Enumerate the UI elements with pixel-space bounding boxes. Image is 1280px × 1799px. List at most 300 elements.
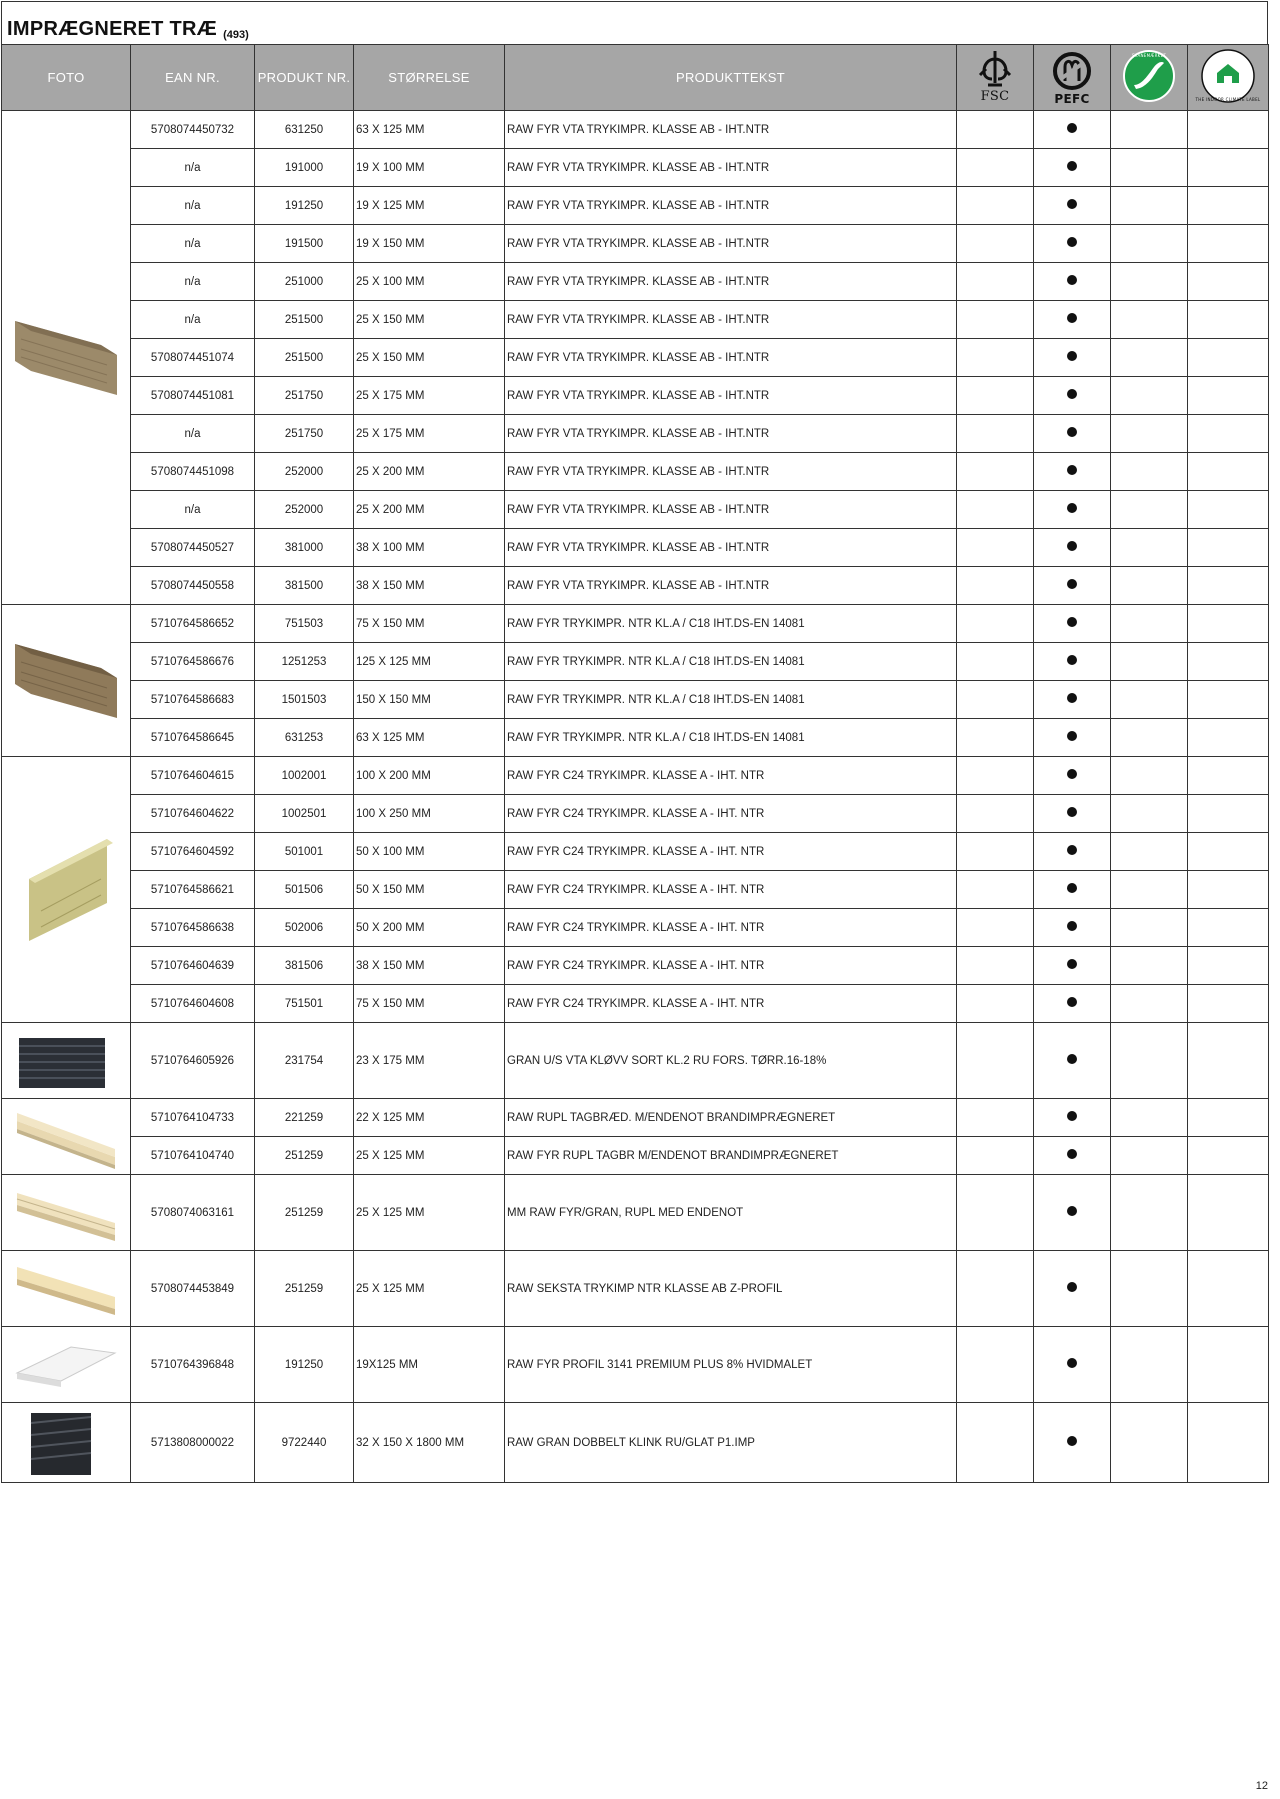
table-row — [2, 643, 1269, 681]
produkt-nr-cell: 191250 — [255, 1327, 354, 1403]
table-row — [2, 871, 1269, 909]
produkttekst-cell: RAW FYR PROFIL 3141 PREMIUM PLUS 8% HVIDMALET — [505, 1327, 957, 1403]
table-row — [2, 149, 1269, 187]
svanemaerket-cell — [1111, 947, 1188, 985]
table-row — [2, 985, 1269, 1023]
storrelse-cell: 150 X 150 MM — [354, 681, 505, 719]
table-row — [2, 1175, 1269, 1251]
produkt-nr-cell: 251500 — [255, 339, 354, 377]
pefc-cell — [1034, 567, 1111, 605]
pefc-certified-dot-icon — [1067, 845, 1077, 855]
photo-vta-plank — [2, 111, 131, 605]
ean-cell: 5710764396848 — [131, 1327, 255, 1403]
table-row — [2, 415, 1269, 453]
produkt-nr-cell: 251259 — [255, 1175, 354, 1251]
pefc-logo — [1034, 45, 1111, 111]
indoor-climate-cell — [1188, 833, 1269, 871]
ean-cell: 5708074451081 — [131, 377, 255, 415]
ean-cell: 5708074450558 — [131, 567, 255, 605]
indoor-climate-cell — [1188, 567, 1269, 605]
storrelse-cell: 32 X 150 X 1800 MM — [354, 1403, 505, 1483]
photo-double-klink — [2, 1403, 131, 1483]
svanemaerket-cell — [1111, 415, 1188, 453]
storrelse-cell: 25 X 125 MM — [354, 1251, 505, 1327]
pefc-cell — [1034, 795, 1111, 833]
produkt-nr-cell: 251750 — [255, 415, 354, 453]
ean-cell: 5710764586645 — [131, 719, 255, 757]
pefc-cell — [1034, 643, 1111, 681]
fsc-cell — [957, 1023, 1034, 1099]
ean-cell: 5710764605926 — [131, 1023, 255, 1099]
fsc-cell — [957, 491, 1034, 529]
svanemaerket-cell — [1111, 1023, 1188, 1099]
pefc-certified-dot-icon — [1067, 769, 1077, 779]
pefc-certified-dot-icon — [1067, 1358, 1077, 1368]
table-row — [2, 377, 1269, 415]
fsc-cell — [957, 1137, 1034, 1175]
ean-cell: 5710764586652 — [131, 605, 255, 643]
storrelse-cell: 75 X 150 MM — [354, 605, 505, 643]
table-row — [2, 1023, 1269, 1099]
fsc-cell — [957, 833, 1034, 871]
ean-cell: 5710764604622 — [131, 795, 255, 833]
svanemaerket-cell — [1111, 719, 1188, 757]
produkt-nr-cell: 751503 — [255, 605, 354, 643]
pefc-cell — [1034, 871, 1111, 909]
storrelse-cell: 25 X 200 MM — [354, 453, 505, 491]
page-header — [1, 1, 1268, 44]
storrelse-cell: 19 X 100 MM — [354, 149, 505, 187]
produkttekst-cell: RAW FYR VTA TRYKIMPR. KLASSE AB - IHT.NTR — [505, 301, 957, 339]
page-number: 12 — [1255, 1780, 1268, 1792]
photo-black-cladding — [2, 1023, 131, 1099]
produkttekst-cell: RAW FYR VTA TRYKIMPR. KLASSE AB - IHT.NTR — [505, 339, 957, 377]
indoor-climate-cell — [1188, 643, 1269, 681]
pefc-certified-dot-icon — [1067, 617, 1077, 627]
fsc-cell — [957, 1175, 1034, 1251]
pefc-cell — [1034, 301, 1111, 339]
pefc-cell — [1034, 225, 1111, 263]
produkttekst-cell: RAW FYR C24 TRYKIMPR. KLASSE A - IHT. NTR — [505, 833, 957, 871]
table-row — [2, 757, 1269, 795]
produkttekst-cell: RAW FYR VTA TRYKIMPR. KLASSE AB - IHT.NTR — [505, 415, 957, 453]
pefc-cell — [1034, 529, 1111, 567]
pefc-certified-dot-icon — [1067, 579, 1077, 589]
produkt-nr-cell: 251750 — [255, 377, 354, 415]
col-foto: FOTO — [2, 45, 131, 111]
photo-roof-board — [2, 1099, 131, 1175]
pefc-certified-dot-icon — [1067, 997, 1077, 1007]
svanemaerket-cell — [1111, 1251, 1188, 1327]
fsc-cell — [957, 567, 1034, 605]
ean-cell: 5710764604592 — [131, 833, 255, 871]
svanemaerket-cell — [1111, 111, 1188, 149]
indoor-climate-cell — [1188, 1023, 1269, 1099]
table-row — [2, 1099, 1269, 1137]
table-row — [2, 225, 1269, 263]
storrelse-cell: 25 X 175 MM — [354, 415, 505, 453]
produkttekst-cell: RAW FYR C24 TRYKIMPR. KLASSE A - IHT. NTR — [505, 795, 957, 833]
table-row — [2, 605, 1269, 643]
pefc-cell — [1034, 909, 1111, 947]
storrelse-cell: 19 X 125 MM — [354, 187, 505, 225]
table-row — [2, 301, 1269, 339]
pefc-cell — [1034, 947, 1111, 985]
produkttekst-cell: RAW FYR VTA TRYKIMPR. KLASSE AB - IHT.NTR — [505, 263, 957, 301]
fsc-cell — [957, 339, 1034, 377]
pefc-cell — [1034, 453, 1111, 491]
indoor-climate-cell — [1188, 1099, 1269, 1137]
svanemaerket-cell — [1111, 187, 1188, 225]
fsc-cell — [957, 909, 1034, 947]
produkt-nr-cell: 1002501 — [255, 795, 354, 833]
fsc-cell — [957, 187, 1034, 225]
produkttekst-cell: RAW FYR RUPL TAGBR M/ENDENOT BRANDIMPRÆGNERET — [505, 1137, 957, 1175]
ean-cell: 5708074450732 — [131, 111, 255, 149]
pefc-cell — [1034, 491, 1111, 529]
pefc-certified-dot-icon — [1067, 389, 1077, 399]
col-produkttekst: PRODUKTTEKST — [505, 45, 957, 111]
fsc-cell — [957, 225, 1034, 263]
svanemaerket-cell — [1111, 1403, 1188, 1483]
svanemaerket-logo — [1111, 45, 1188, 111]
storrelse-cell: 100 X 250 MM — [354, 795, 505, 833]
svanemaerket-cell — [1111, 149, 1188, 187]
produkttekst-cell: RAW FYR VTA TRYKIMPR. KLASSE AB - IHT.NTR — [505, 225, 957, 263]
fsc-logo — [957, 45, 1034, 111]
produkt-nr-cell: 251259 — [255, 1251, 354, 1327]
fsc-cell — [957, 605, 1034, 643]
table-row — [2, 947, 1269, 985]
table-row — [2, 453, 1269, 491]
svanemaerket-cell — [1111, 681, 1188, 719]
produkt-nr-cell: 251000 — [255, 263, 354, 301]
table-row — [2, 529, 1269, 567]
storrelse-cell: 25 X 100 MM — [354, 263, 505, 301]
fsc-cell — [957, 871, 1034, 909]
svanemaerket-cell — [1111, 491, 1188, 529]
storrelse-cell: 25 X 150 MM — [354, 339, 505, 377]
produkt-nr-cell: 501001 — [255, 833, 354, 871]
produkttekst-cell: RAW FYR TRYKIMPR. NTR KL.A / C18 IHT.DS-EN 14081 — [505, 605, 957, 643]
pefc-certified-dot-icon — [1067, 883, 1077, 893]
indoor-climate-cell — [1188, 871, 1269, 909]
produkttekst-cell: RAW RUPL TAGBRÆD. M/ENDENOT BRANDIMPRÆGNERET — [505, 1099, 957, 1137]
storrelse-cell: 38 X 100 MM — [354, 529, 505, 567]
ean-cell: 5708074451074 — [131, 339, 255, 377]
ean-cell: 5710764586638 — [131, 909, 255, 947]
fsc-cell — [957, 985, 1034, 1023]
indoor-climate-cell — [1188, 605, 1269, 643]
produkt-nr-cell: 231754 — [255, 1023, 354, 1099]
photo-c24-beam — [2, 757, 131, 1023]
svanemaerket-cell — [1111, 377, 1188, 415]
ean-cell: n/a — [131, 263, 255, 301]
pefc-certified-dot-icon — [1067, 199, 1077, 209]
produkttekst-cell: RAW FYR VTA TRYKIMPR. KLASSE AB - IHT.NTR — [505, 567, 957, 605]
indoor-climate-cell — [1188, 757, 1269, 795]
svanemaerket-cell — [1111, 1327, 1188, 1403]
indoor-climate-cell — [1188, 149, 1269, 187]
svanemaerket-cell — [1111, 1175, 1188, 1251]
ean-cell: n/a — [131, 415, 255, 453]
pefc-cell — [1034, 111, 1111, 149]
ean-cell: 5708074450527 — [131, 529, 255, 567]
produkt-nr-cell: 9722440 — [255, 1403, 354, 1483]
ean-cell: 5708074063161 — [131, 1175, 255, 1251]
svanemaerket-cell — [1111, 225, 1188, 263]
ean-cell: 5710764586621 — [131, 871, 255, 909]
produkttekst-cell: RAW FYR C24 TRYKIMPR. KLASSE A - IHT. NTR — [505, 985, 957, 1023]
pefc-certified-dot-icon — [1067, 1436, 1077, 1446]
ean-cell: 5710764104733 — [131, 1099, 255, 1137]
svanemaerket-cell — [1111, 567, 1188, 605]
produkttekst-cell: RAW FYR C24 TRYKIMPR. KLASSE A - IHT. NTR — [505, 757, 957, 795]
indoor-climate-logo — [1188, 45, 1269, 111]
storrelse-cell: 50 X 150 MM — [354, 871, 505, 909]
indoor-climate-cell — [1188, 1175, 1269, 1251]
produkttekst-cell: RAW FYR TRYKIMPR. NTR KL.A / C18 IHT.DS-EN 14081 — [505, 719, 957, 757]
indoor-climate-cell — [1188, 263, 1269, 301]
storrelse-cell: 50 X 100 MM — [354, 833, 505, 871]
indoor-climate-cell — [1188, 377, 1269, 415]
produkttekst-cell: RAW FYR TRYKIMPR. NTR KL.A / C18 IHT.DS-EN 14081 — [505, 681, 957, 719]
pefc-cell — [1034, 757, 1111, 795]
produkt-nr-cell: 381000 — [255, 529, 354, 567]
pefc-certified-dot-icon — [1067, 351, 1077, 361]
storrelse-cell: 63 X 125 MM — [354, 719, 505, 757]
table-row — [2, 795, 1269, 833]
storrelse-cell: 63 X 125 MM — [354, 111, 505, 149]
produkt-nr-cell: 221259 — [255, 1099, 354, 1137]
fsc-tree-icon — [958, 45, 1032, 107]
fsc-cell — [957, 1327, 1034, 1403]
ean-cell: n/a — [131, 187, 255, 225]
table-row — [2, 567, 1269, 605]
pefc-cell — [1034, 1403, 1111, 1483]
pefc-certified-dot-icon — [1067, 655, 1077, 665]
storrelse-cell: 125 X 125 MM — [354, 643, 505, 681]
pefc-certified-dot-icon — [1067, 1111, 1077, 1121]
storrelse-cell: 100 X 200 MM — [354, 757, 505, 795]
ean-cell: 5710764604615 — [131, 757, 255, 795]
produkt-nr-cell: 381506 — [255, 947, 354, 985]
fsc-cell — [957, 1099, 1034, 1137]
svanemaerket-cell — [1111, 1137, 1188, 1175]
pefc-certified-dot-icon — [1067, 123, 1077, 133]
produkt-nr-cell: 501506 — [255, 871, 354, 909]
ean-cell: 5708074451098 — [131, 453, 255, 491]
ean-cell: 5710764586676 — [131, 643, 255, 681]
svanemaerket-cell — [1111, 643, 1188, 681]
svanemaerket-cell — [1111, 795, 1188, 833]
produkttekst-cell: RAW FYR VTA TRYKIMPR. KLASSE AB - IHT.NTR — [505, 187, 957, 225]
produkt-nr-cell: 191500 — [255, 225, 354, 263]
storrelse-cell: 25 X 125 MM — [354, 1175, 505, 1251]
produkt-nr-cell: 1002001 — [255, 757, 354, 795]
produkttekst-cell: MM RAW FYR/GRAN, RUPL MED ENDENOT — [505, 1175, 957, 1251]
pefc-certified-dot-icon — [1067, 1206, 1077, 1216]
pefc-certified-dot-icon — [1067, 541, 1077, 551]
produkttekst-cell: RAW FYR C24 TRYKIMPR. KLASSE A - IHT. NTR — [505, 947, 957, 985]
fsc-cell — [957, 415, 1034, 453]
svanemaerket-cell — [1111, 339, 1188, 377]
table-row — [2, 187, 1269, 225]
indoor-climate-cell — [1188, 491, 1269, 529]
svanemaerket-cell — [1111, 263, 1188, 301]
storrelse-cell: 50 X 200 MM — [354, 909, 505, 947]
indoor-climate-label: THE INDOOR CLIMATE LABEL — [1195, 97, 1261, 102]
svanemaerket-cell — [1111, 529, 1188, 567]
storrelse-cell: 38 X 150 MM — [354, 947, 505, 985]
ean-cell: n/a — [131, 301, 255, 339]
indoor-climate-cell — [1188, 415, 1269, 453]
produkt-nr-cell: 502006 — [255, 909, 354, 947]
pefc-cell — [1034, 377, 1111, 415]
svanemaerket-cell — [1111, 1099, 1188, 1137]
produkttekst-cell: GRAN U/S VTA KLØVV SORT KL.2 RU FORS. TØRR.16-18% — [505, 1023, 957, 1099]
pefc-cell — [1034, 339, 1111, 377]
produkttekst-cell: RAW FYR VTA TRYKIMPR. KLASSE AB - IHT.NTR — [505, 111, 957, 149]
pefc-cell — [1034, 1137, 1111, 1175]
pefc-cell — [1034, 681, 1111, 719]
storrelse-cell: 25 X 150 MM — [354, 301, 505, 339]
produkttekst-cell: RAW GRAN DOBBELT KLINK RU/GLAT P1.IMP — [505, 1403, 957, 1483]
produkttekst-cell: RAW FYR TRYKIMPR. NTR KL.A / C18 IHT.DS-EN 14081 — [505, 643, 957, 681]
fsc-cell — [957, 681, 1034, 719]
produkt-nr-cell: 381500 — [255, 567, 354, 605]
table-row — [2, 491, 1269, 529]
indoor-climate-cell — [1188, 301, 1269, 339]
produkt-nr-cell: 252000 — [255, 453, 354, 491]
storrelse-cell: 38 X 150 MM — [354, 567, 505, 605]
ean-cell: 5710764604608 — [131, 985, 255, 1023]
fsc-cell — [957, 719, 1034, 757]
table-row — [2, 1251, 1269, 1327]
ean-cell: 5710764604639 — [131, 947, 255, 985]
produkt-nr-cell: 251259 — [255, 1137, 354, 1175]
photo-endenot-board — [2, 1175, 131, 1251]
produkttekst-cell: RAW FYR VTA TRYKIMPR. KLASSE AB - IHT.NTR — [505, 149, 957, 187]
svanemaerket-cell — [1111, 985, 1188, 1023]
indoor-climate-cell — [1188, 795, 1269, 833]
svanemaerket-cell — [1111, 605, 1188, 643]
nordic-swan-icon — [1112, 45, 1186, 107]
fsc-cell — [957, 149, 1034, 187]
fsc-cell — [957, 377, 1034, 415]
pefc-cell — [1034, 1099, 1111, 1137]
pefc-certified-dot-icon — [1067, 427, 1077, 437]
pefc-certified-dot-icon — [1067, 693, 1077, 703]
pefc-certified-dot-icon — [1067, 1149, 1077, 1159]
pefc-label: PEFC — [1054, 92, 1090, 106]
indoor-climate-cell — [1188, 681, 1269, 719]
col-ean: EAN NR. — [131, 45, 255, 111]
svanemaerket-cell — [1111, 453, 1188, 491]
pefc-cell — [1034, 1327, 1111, 1403]
pefc-certified-dot-icon — [1067, 161, 1077, 171]
table-row — [2, 1403, 1269, 1483]
pefc-certified-dot-icon — [1067, 959, 1077, 969]
pefc-icon — [1035, 45, 1109, 107]
indoor-climate-cell — [1188, 985, 1269, 1023]
pefc-cell — [1034, 1175, 1111, 1251]
pefc-certified-dot-icon — [1067, 275, 1077, 285]
storrelse-cell: 25 X 125 MM — [354, 1137, 505, 1175]
fsc-cell — [957, 529, 1034, 567]
table-row — [2, 111, 1269, 149]
col-produkt-nr: PRODUKT NR. — [255, 45, 354, 111]
pefc-cell — [1034, 187, 1111, 225]
produkt-nr-cell: 191000 — [255, 149, 354, 187]
produkttekst-cell: RAW FYR C24 TRYKIMPR. KLASSE A - IHT. NTR — [505, 909, 957, 947]
indoor-climate-cell — [1188, 1327, 1269, 1403]
table-row — [2, 681, 1269, 719]
pefc-certified-dot-icon — [1067, 1054, 1077, 1064]
produkt-nr-cell: 1501503 — [255, 681, 354, 719]
fsc-cell — [957, 795, 1034, 833]
storrelse-cell: 22 X 125 MM — [354, 1099, 505, 1137]
pefc-certified-dot-icon — [1067, 807, 1077, 817]
indoor-climate-cell — [1188, 111, 1269, 149]
photo-trykimpr-post — [2, 605, 131, 757]
produkttekst-cell: RAW FYR VTA TRYKIMPR. KLASSE AB - IHT.NTR — [505, 529, 957, 567]
produkt-nr-cell: 751501 — [255, 985, 354, 1023]
produkttekst-cell: RAW FYR VTA TRYKIMPR. KLASSE AB - IHT.NTR — [505, 453, 957, 491]
fsc-cell — [957, 111, 1034, 149]
fsc-label: FSC — [980, 89, 1010, 104]
ean-cell: 5708074453849 — [131, 1251, 255, 1327]
storrelse-cell: 23 X 175 MM — [354, 1023, 505, 1099]
produkt-nr-cell: 191250 — [255, 187, 354, 225]
pefc-certified-dot-icon — [1067, 503, 1077, 513]
indoor-climate-icon — [1191, 45, 1265, 107]
col-storrelse: STØRRELSE — [354, 45, 505, 111]
produkt-nr-cell: 252000 — [255, 491, 354, 529]
fsc-cell — [957, 263, 1034, 301]
photo-white-profile — [2, 1327, 131, 1403]
indoor-climate-cell — [1188, 909, 1269, 947]
fsc-cell — [957, 947, 1034, 985]
produkt-nr-cell: 631253 — [255, 719, 354, 757]
pefc-certified-dot-icon — [1067, 921, 1077, 931]
produkttekst-cell: RAW FYR VTA TRYKIMPR. KLASSE AB - IHT.NTR — [505, 491, 957, 529]
ean-cell: n/a — [131, 149, 255, 187]
produkttekst-cell: RAW SEKSTA TRYKIMP NTR KLASSE AB Z-PROFIL — [505, 1251, 957, 1327]
produkt-nr-cell: 251500 — [255, 301, 354, 339]
table-row — [2, 833, 1269, 871]
pefc-certified-dot-icon — [1067, 465, 1077, 475]
pefc-cell — [1034, 833, 1111, 871]
pefc-cell — [1034, 719, 1111, 757]
svanemaerket-cell — [1111, 871, 1188, 909]
ean-cell: 5710764104740 — [131, 1137, 255, 1175]
table-row — [2, 1327, 1269, 1403]
pefc-cell — [1034, 415, 1111, 453]
indoor-climate-cell — [1188, 187, 1269, 225]
fsc-cell — [957, 757, 1034, 795]
photo-z-profil-board — [2, 1251, 131, 1327]
pefc-cell — [1034, 605, 1111, 643]
product-count: (493) — [223, 29, 249, 41]
produkt-nr-cell: 1251253 — [255, 643, 354, 681]
storrelse-cell: 25 X 175 MM — [354, 377, 505, 415]
storrelse-cell: 25 X 200 MM — [354, 491, 505, 529]
indoor-climate-cell — [1188, 1137, 1269, 1175]
pefc-cell — [1034, 985, 1111, 1023]
svanemaerket-cell — [1111, 301, 1188, 339]
pefc-cell — [1034, 1251, 1111, 1327]
